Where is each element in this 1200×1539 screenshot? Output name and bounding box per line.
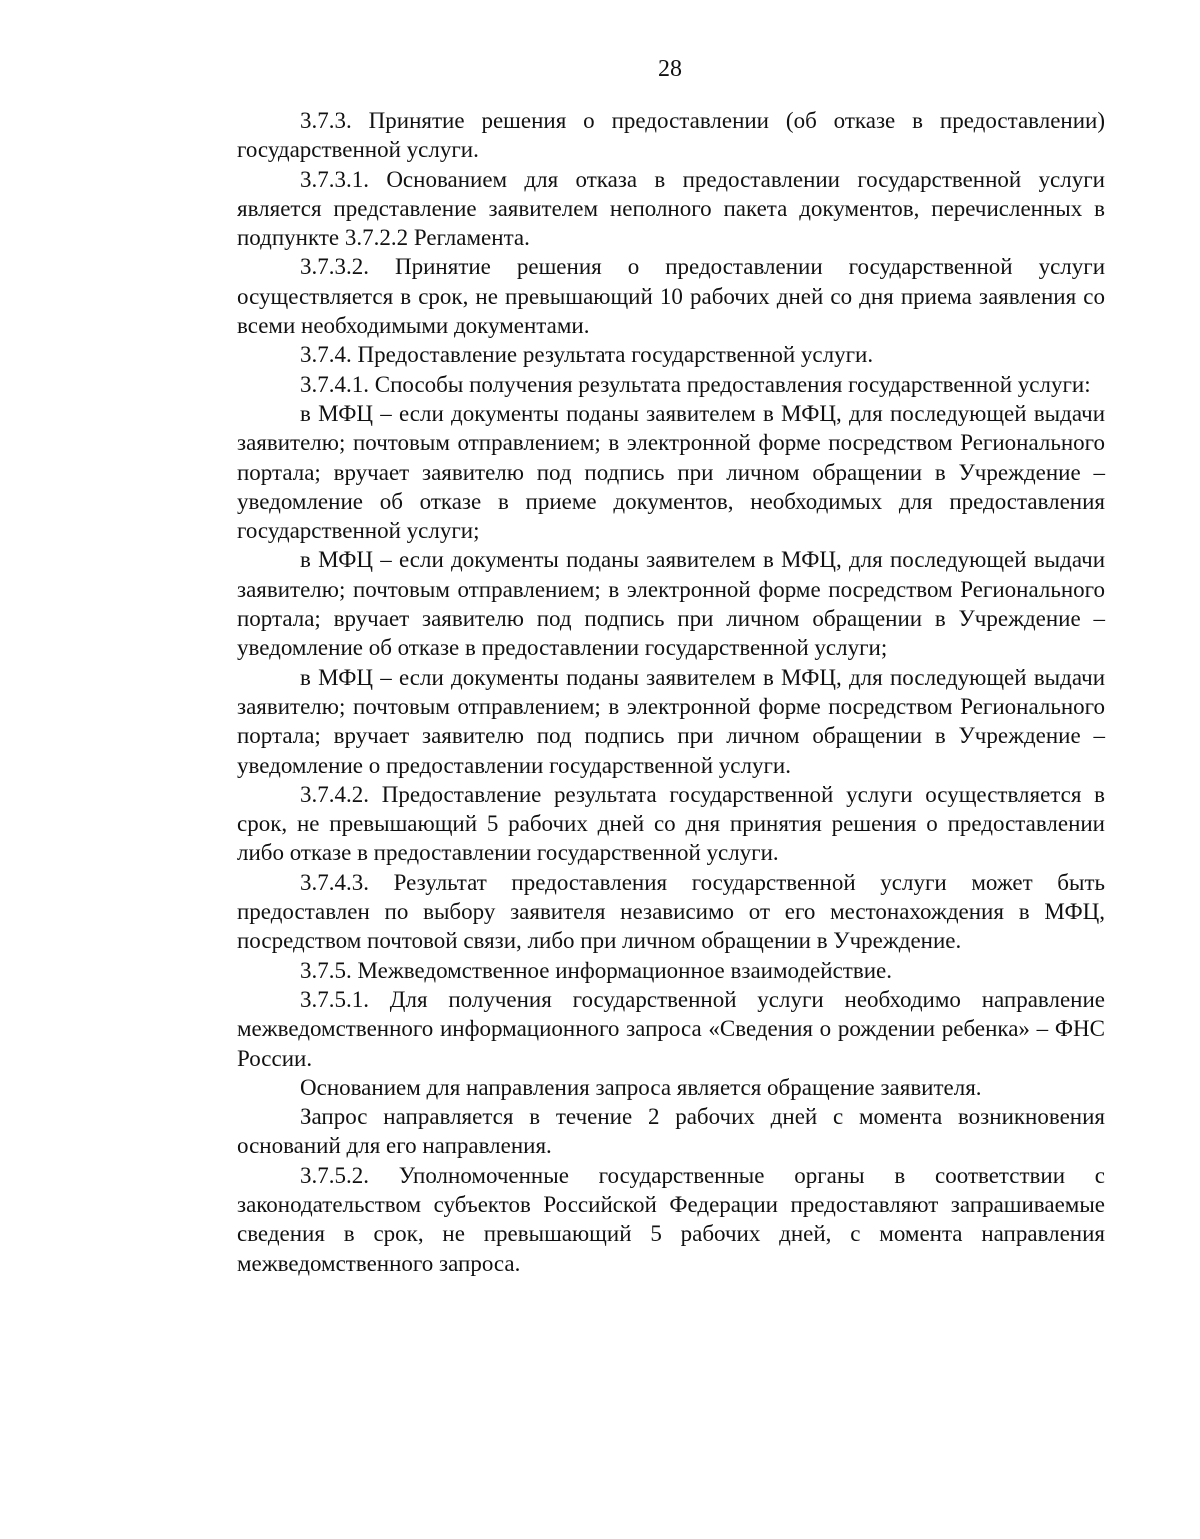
paragraph-3-7-3-2: 3.7.3.2. Принятие решения о предоставлении государственной услуги осуществляется в срок, не превышающий 10 рабочих дней со дня приема заявления со всеми необходимыми документами.	[237, 254, 1105, 339]
paragraph-3-7-4: 3.7.4. Предоставление результата государственной услуги.	[300, 342, 874, 368]
paragraph-3-7-5-1: 3.7.5.1. Для получения государственной услуги необходимо направление межведомственного информационного запроса «Сведения о рождении ребенка» – ФНС России.	[237, 986, 1105, 1071]
paragraph-3-7-4-3: 3.7.4.3. Результат предоставления государственной услуги может быть предоставлен по выбору заявителя независимо от его местонахождения в МФЦ, посредством почтовой связи, либо при личном обращении в Учреждение.	[237, 869, 1105, 954]
paragraph-3-7-4-2: 3.7.4.2. Предоставление результата государственной услуги осуществляется в срок, не превышающий 5 рабочих дней со дня принятия решения о предоставлении либо отказе в предоставлении государственной услуги.	[237, 781, 1105, 866]
paragraph-request-basis: Основанием для направления запроса является обращение заявителя.	[300, 1074, 982, 1100]
paragraph-mfc-refusal-documents: в МФЦ – если документы поданы заявителем в МФЦ, для последующей выдачи заявителю; почтовым отправлением; в электронной форме посредством Регионального портала; вручает заявителю под подпись при личном обращении в Учреждение – уведомление об отказе в приеме документов, необходимых для предоставления государственной услуги;	[237, 400, 1105, 544]
paragraph-mfc-refusal-service: в МФЦ – если документы поданы заявителем в МФЦ, для последующей выдачи заявителю; почтовым отправлением; в электронной форме посредством Регионального портала; вручает заявителю под подпись при личном обращении в Учреждение – уведомление об отказе в предоставлении государственной услуги;	[237, 547, 1105, 661]
paragraph-3-7-5: 3.7.5. Межведомственное информационное взаимодействие.	[300, 957, 892, 983]
document-body	[237, 106, 1105, 1278]
paragraph-request-timing: Запрос направляется в течение 2 рабочих дней с момента возникновения оснований для его направления.	[237, 1104, 1105, 1159]
paragraph-3-7-3: 3.7.3. Принятие решения о предоставлении (об отказе в предоставлении) государственной услуги.	[237, 108, 1105, 163]
paragraph-3-7-3-1: 3.7.3.1. Основанием для отказа в предоставлении государственной услуги является представление заявителем неполного пакета документов, перечисленных в подпункте 3.7.2.2 Регламента.	[237, 166, 1105, 251]
paragraph-mfc-provision: в МФЦ – если документы поданы заявителем в МФЦ, для последующей выдачи заявителю; почтовым отправлением; в электронной форме посредством Регионального портала; вручает заявителю под подпись при личном обращении в Учреждение – уведомление о предоставлении государственной услуги.	[237, 664, 1105, 778]
page-number: 28	[658, 56, 682, 82]
paragraph-3-7-4-1: 3.7.4.1. Способы получения результата предоставления государственной услуги:	[300, 371, 1091, 397]
paragraph-3-7-5-2: 3.7.5.2. Уполномоченные государственные органы в соответствии с законодательством субъектов Российской Федерации предоставляют запрашиваемые сведения в срок, не превышающий 5 рабочих дней, с момента направления межведомственного запроса.	[237, 1162, 1105, 1276]
